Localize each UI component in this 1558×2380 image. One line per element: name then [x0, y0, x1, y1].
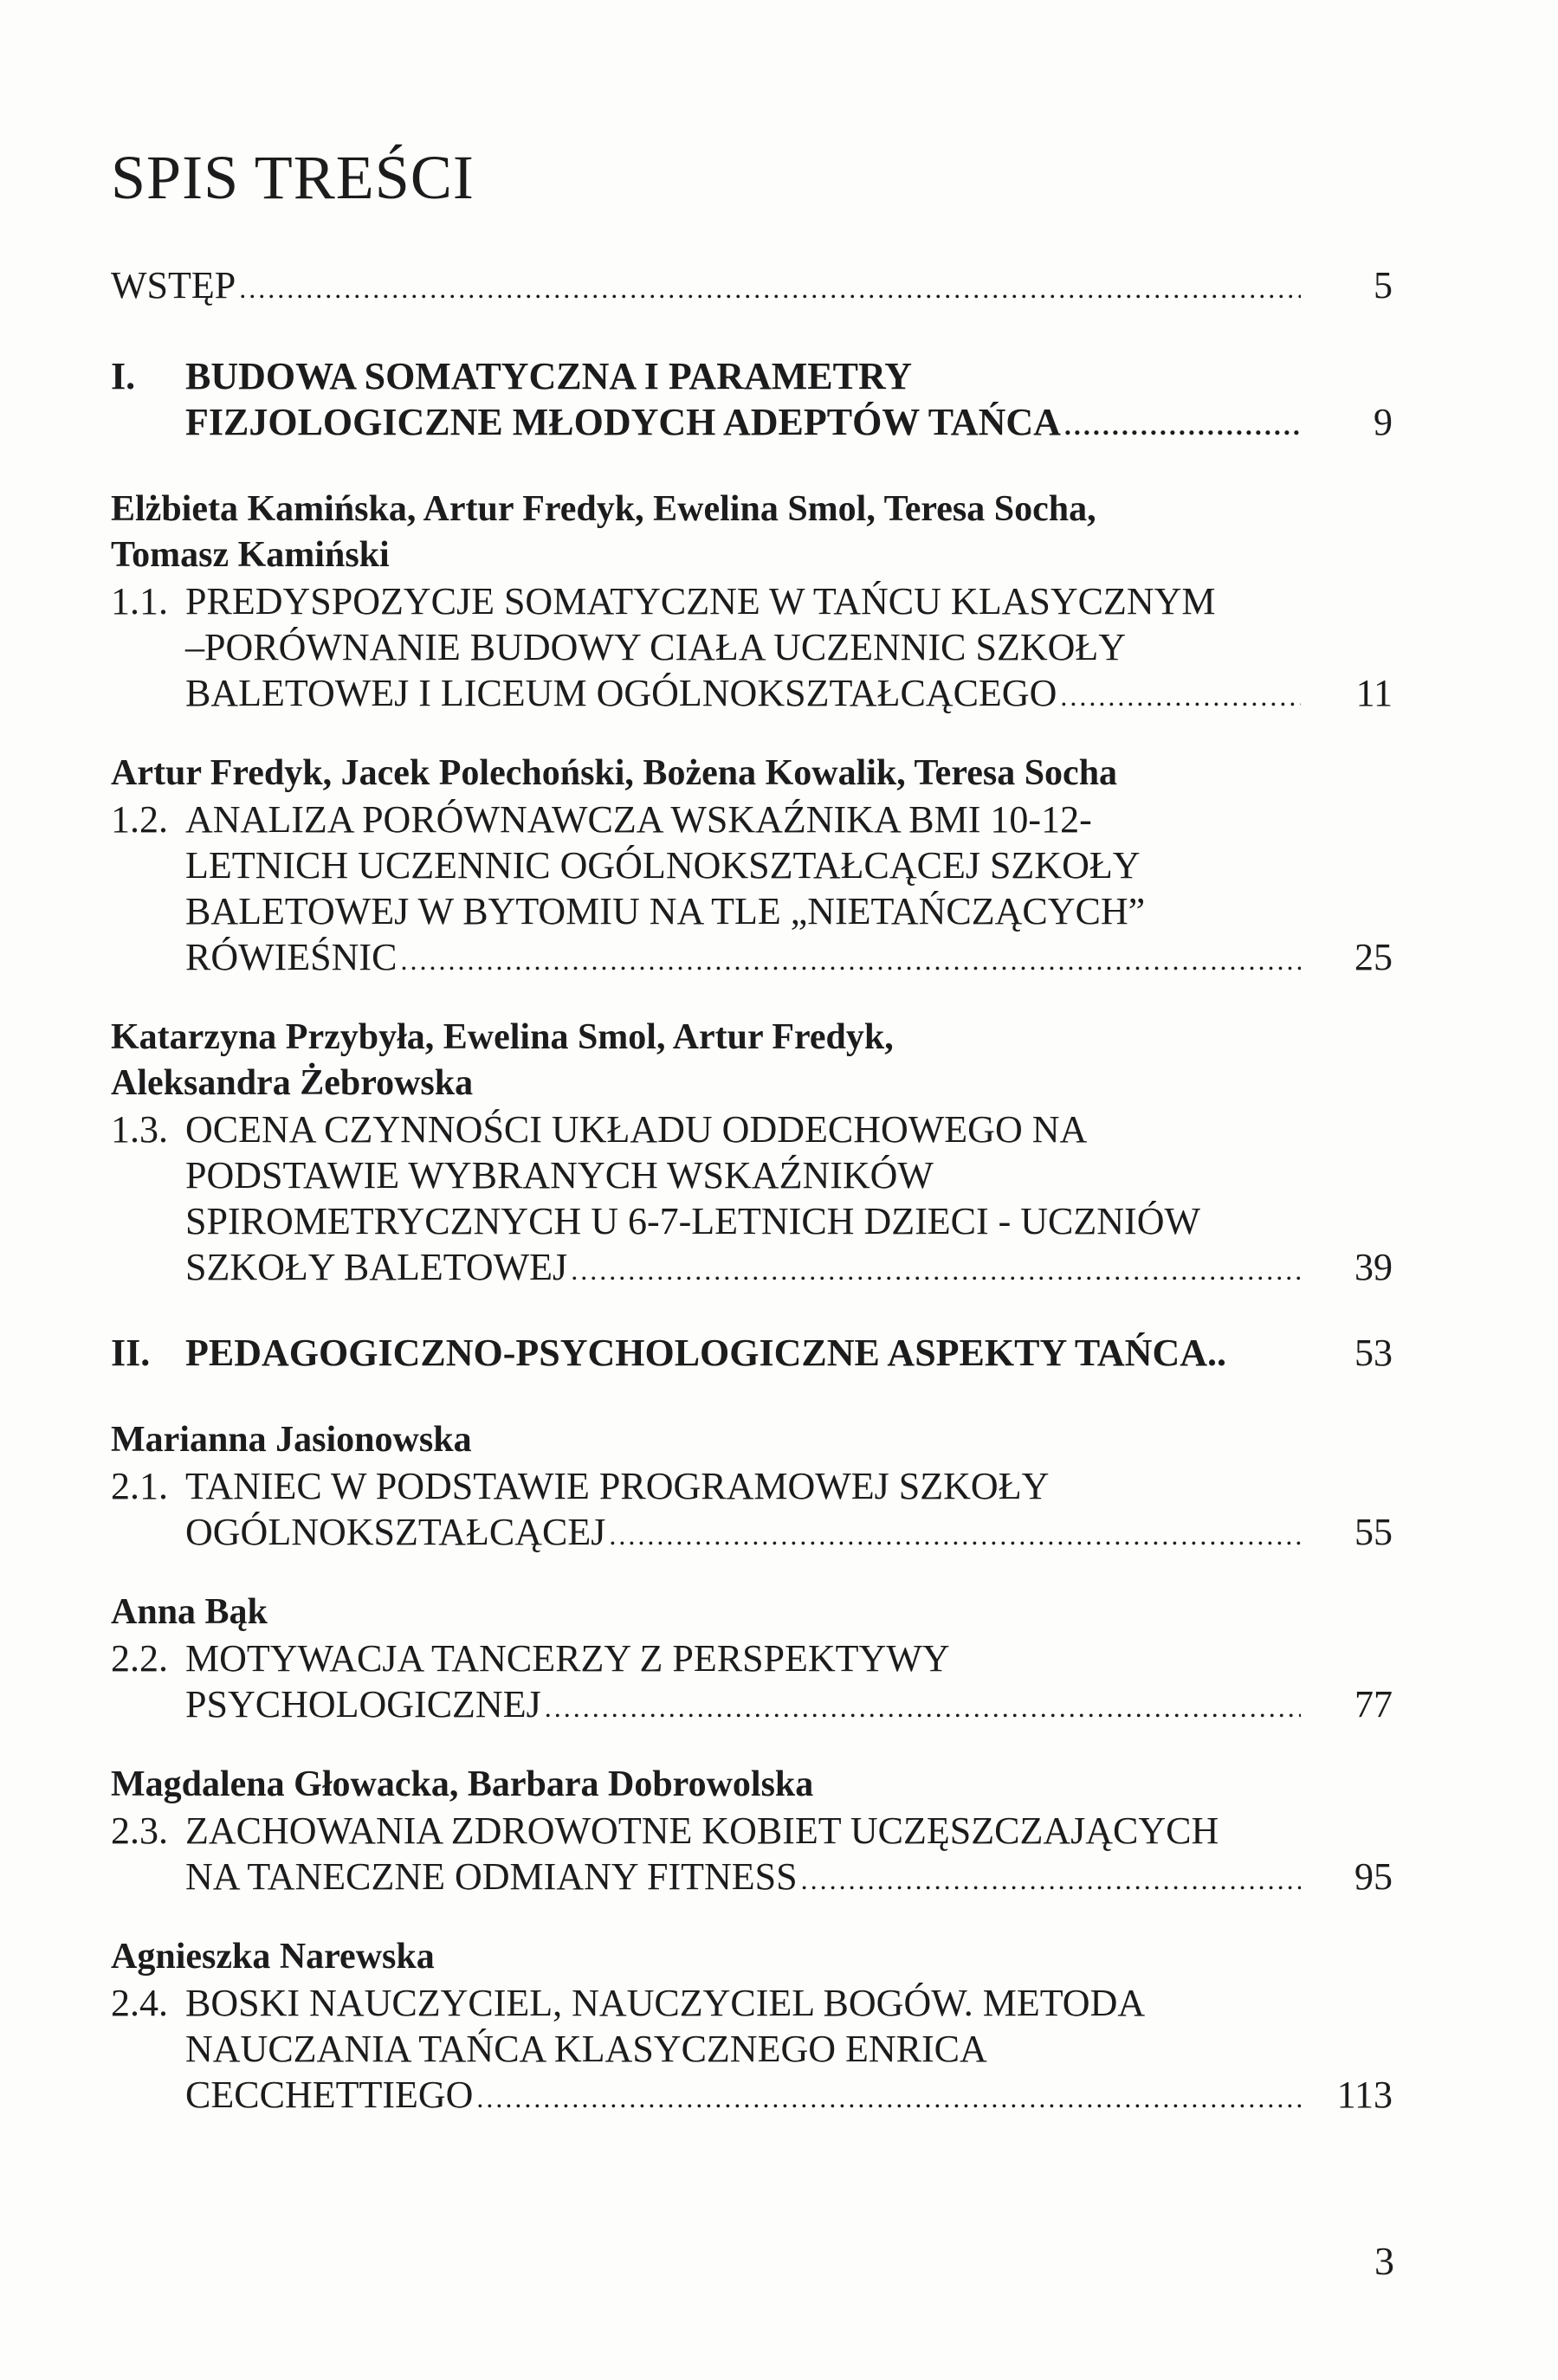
page-ref: 11 [1355, 672, 1393, 714]
entry-title-line: SPIROMETRYCZNYCH U 6-7-LETNICH DZIECI - UCZNIÓW [185, 1200, 1201, 1242]
page-ref: 53 [1354, 1332, 1393, 1374]
dot-leader [545, 1685, 1301, 1731]
entry-number: 1.2. [111, 798, 168, 841]
entry-number: 1.1. [111, 580, 168, 622]
entry-title-line: –PORÓWNANIE BUDOWY CIAŁA UCZENNIC SZKOŁY [185, 626, 1127, 668]
dot-leader [1064, 403, 1301, 448]
toc-part-2 [111, 1330, 1393, 1379]
part-title-line: BUDOWA SOMATYCZNA I PARAMETRY [185, 355, 912, 397]
entry-number: 2.3. [111, 1809, 168, 1852]
entry-title-line: NAUCZANIA TAŃCA KLASYCZNEGO ENRICA [185, 2028, 987, 2070]
part-title-line: PEDAGOGICZNO-PSYCHOLOGICZNE ASPEKTY TAŃCA.. [185, 1332, 1227, 1374]
toc-entry-2-2 [111, 1635, 1393, 1731]
entry-authors: Magdalena Głowacka, Barbara Dobrowolska [111, 1764, 814, 1804]
table-of-contents [111, 141, 1393, 2121]
dot-leader [801, 1857, 1301, 1903]
page-ref: 9 [1374, 401, 1393, 443]
entry-number: 1.3. [111, 1108, 168, 1151]
page-ref: 77 [1354, 1683, 1393, 1725]
dot-leader [571, 1248, 1301, 1293]
dot-leader [400, 938, 1301, 984]
toc-entry-2-4 [111, 1980, 1393, 2121]
page-ref: 55 [1354, 1511, 1393, 1553]
toc-entry-1-3 [111, 1106, 1393, 1293]
page-title: SPIS TREŚCI [111, 143, 475, 212]
entry-number: 2.2. [111, 1637, 168, 1680]
entry-authors: Anna Bąk [111, 1592, 268, 1632]
page-ref: 113 [1336, 2074, 1393, 2116]
entry-number: 2.1. [111, 1465, 168, 1507]
entry-title-line: NA TANECZNE ODMIANY FITNESS [185, 1855, 798, 1898]
page-ref: 95 [1354, 1855, 1393, 1898]
entry-title-line: RÓWIEŚNIC [185, 936, 398, 978]
page-ref: 5 [1374, 264, 1393, 306]
page-ref: 39 [1354, 1246, 1393, 1288]
part-numeral: II. [111, 1332, 151, 1374]
entry-title-line: ZACHOWANIA ZDROWOTNE KOBIET UCZĘSZCZAJĄCYCH [185, 1809, 1219, 1852]
entry-title-line: CECCHETTIEGO [185, 2074, 474, 2116]
entry-title-line: PSYCHOLOGICZNEJ [185, 1683, 541, 1725]
entry-authors: Agnieszka Narewska [111, 1937, 435, 1977]
toc-part-1 [111, 353, 1393, 448]
entry-title-line: PODSTAWIE WYBRANYCH WSKAŹNIKÓW [185, 1154, 934, 1196]
part-numeral: I. [111, 355, 136, 397]
entry-number: 2.4. [111, 1982, 168, 2024]
toc-entry-1-2 [111, 797, 1393, 984]
entry-title-line: LETNICH UCZENNIC OGÓLNOKSZTAŁCĄCEJ SZKOŁY [185, 844, 1141, 887]
entry-title-line: BALETOWEJ I LICEUM OGÓLNOKSZTAŁCĄCEGO [185, 672, 1057, 714]
dot-leader [609, 1512, 1301, 1558]
toc-entry-2-1 [111, 1463, 1393, 1558]
entry-title-line: MOTYWACJA TANCERZY Z PERSPEKTYWY [185, 1637, 950, 1680]
dot-leader [1060, 674, 1301, 719]
page-number: 3 [1374, 2239, 1394, 2283]
entry-title-line: OCENA CZYNNOŚCI UKŁADU ODDECHOWEGO NA [185, 1108, 1088, 1151]
entry-title-line: PREDYSPOZYCJE SOMATYCZNE W TAŃCU KLASYCZNYM [185, 580, 1216, 622]
entry-title-line: ANALIZA PORÓWNAWCZA WSKAŹNIKA BMI 10-12- [185, 798, 1092, 841]
entry-title-line: TANIEC W PODSTAWIE PROGRAMOWEJ SZKOŁY [185, 1465, 1050, 1507]
entry-authors: Artur Fredyk, Jacek Polechoński, Bożena Kowalik, Teresa Socha [111, 753, 1118, 793]
entry-authors: Elżbieta Kamińska, Artur Fredyk, Ewelina Smol, Teresa Socha, Tomasz Kamiński [111, 489, 1096, 575]
dot-leader [239, 266, 1301, 312]
entry-title-line: OGÓLNOKSZTAŁCĄCEJ [185, 1511, 606, 1553]
part-title-line: FIZJOLOGICZNE MŁODYCH ADEPTÓW TAŃCA [185, 401, 1061, 443]
intro-label: WSTĘP [111, 264, 236, 306]
entry-title-line: BOSKI NAUCZYCIEL, NAUCZYCIEL BOGÓW. METODA [185, 1982, 1146, 2024]
page-ref: 25 [1354, 936, 1393, 978]
dot-leader [476, 2075, 1301, 2121]
toc-intro [111, 262, 1393, 312]
entry-authors: Marianna Jasionowska [111, 1420, 472, 1460]
entry-authors: Katarzyna Przybyła, Ewelina Smol, Artur Fredyk, Aleksandra Żebrowska [111, 1017, 894, 1103]
entry-title-line: BALETOWEJ W BYTOMIU NA TLE „NIETAŃCZĄCYCH” [185, 890, 1146, 932]
entry-title-line: SZKOŁY BALETOWEJ [185, 1246, 568, 1288]
toc-entry-1-1 [111, 578, 1393, 719]
toc-entry-2-3 [111, 1808, 1393, 1903]
